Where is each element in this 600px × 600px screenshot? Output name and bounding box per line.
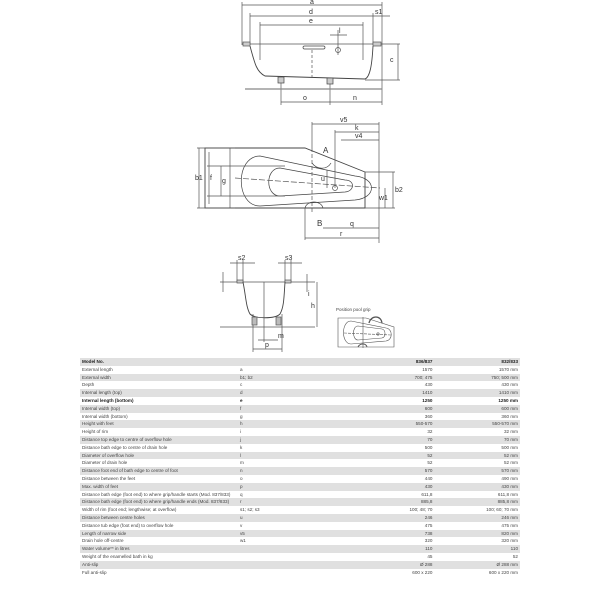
row-value-832-833: 52 mm (503, 460, 518, 466)
dim-label-d: d (309, 9, 313, 16)
table-row (80, 506, 520, 514)
top-view-diagram (195, 108, 410, 248)
table-row (80, 397, 520, 405)
row-value-832-833: 320 mm (501, 538, 518, 544)
row-value-836-837: 550-570 (361, 420, 435, 428)
dim-label-w1: w1 (379, 195, 388, 202)
dim-label-u: u (321, 176, 325, 183)
table-header-row (80, 358, 520, 366)
table-row (80, 537, 520, 545)
dim-label-o: o (303, 95, 307, 102)
row-label: Width of rim (foot end; lengthwise; at overflow) (82, 507, 177, 513)
row-value-832-833: 52 (512, 553, 518, 559)
dim-label-r: r (340, 231, 343, 238)
dim-label-n: n (353, 95, 357, 102)
table-row (80, 522, 520, 530)
row-value-836-837: 600 (361, 405, 435, 413)
table-row (80, 498, 520, 506)
row-value-832-833: 360 mm (501, 413, 518, 419)
row-value-832-833: 500 mm (501, 444, 518, 450)
pool-grip-caption: Position pool grip (336, 307, 371, 312)
row-label: Anti-slip (80, 561, 238, 569)
row-value-832-833: 600 mm (434, 405, 520, 413)
row-value-836-837: 360 (424, 413, 433, 419)
row-symbol (238, 561, 361, 569)
row-symbol: r (238, 498, 361, 506)
row-symbol: a (239, 366, 243, 372)
row-symbol: k (239, 444, 243, 450)
row-value-832-833: 820 mm (434, 530, 520, 538)
row-value-832-833: 1570 mm (498, 366, 518, 372)
table-row (80, 561, 520, 569)
callout-label-b: B (317, 219, 323, 228)
row-value-836-837: 1570 (422, 366, 433, 372)
row-symbol: n (238, 467, 361, 475)
row-value-832-833: 70 mm (434, 436, 520, 444)
table-row (80, 553, 520, 561)
row-label: Diameter of drain hole (82, 460, 128, 466)
table-row (80, 444, 520, 452)
row-value-836-837: 100; 48; 70 (409, 507, 433, 513)
dim-label-b2: b2 (395, 187, 403, 194)
table-row (80, 452, 520, 460)
dim-label-a: a (310, 0, 314, 6)
callout-label-a: A (323, 146, 329, 155)
row-symbol: s1; s2; s3 (239, 507, 260, 513)
row-label: Distance foot end of bath edge to centre of foot (80, 467, 238, 475)
row-symbol: e (239, 397, 243, 403)
row-symbol: u (238, 514, 361, 522)
row-value-832-833: 52 mm (434, 452, 520, 460)
header-model-836-837: 836/837 (361, 358, 435, 366)
row-value-832-833: 550-570 mm (434, 420, 520, 428)
dim-label-s1: s1 (375, 9, 383, 16)
row-value-836-837: 430 (361, 483, 435, 491)
dim-label-b1: b1 (195, 175, 203, 182)
row-label: Distance bath edge (foot end) to where grip/handle starts (Mod. 837/833) (82, 491, 231, 497)
row-value-832-833: 430 mm (434, 483, 520, 491)
table-row (80, 374, 520, 382)
dim-label-s3: s3 (285, 255, 293, 262)
table-row (80, 483, 520, 491)
row-label: External length (82, 366, 113, 372)
table-row (80, 405, 520, 413)
header-model-832-833: 832/833 (434, 358, 520, 366)
row-label: Diameter of overflow hole (80, 452, 238, 460)
dim-label-m: m (278, 333, 284, 340)
table-row (80, 428, 520, 436)
row-value-832-833: 1410 mm (434, 389, 520, 397)
row-symbol: d (238, 389, 361, 397)
row-value-836-837: 52 (361, 452, 435, 460)
dim-label-s2: s2 (238, 255, 246, 262)
row-symbol: l (238, 452, 361, 460)
row-value-832-833: 570 mm (434, 467, 520, 475)
side-view-diagram (225, 0, 405, 110)
pool-grip-thumbnail (336, 315, 396, 350)
table-row (80, 545, 520, 553)
row-label: Height with feet (80, 420, 238, 428)
row-label: Internal length (top) (80, 389, 238, 397)
row-symbol: g (239, 413, 243, 419)
dim-label-l: l (339, 28, 341, 35)
row-symbol: p (238, 483, 361, 491)
row-value-832-833: 750; 500 mm (434, 374, 520, 382)
table-row (80, 459, 520, 467)
row-symbol: w1 (239, 538, 246, 544)
table-row (80, 381, 520, 389)
row-value-836-837: 52 (427, 460, 433, 466)
dim-label-q: q (350, 221, 354, 228)
header-model-no: Model No. (80, 358, 238, 366)
table-row (80, 389, 520, 397)
dim-label-f: f (210, 175, 212, 182)
row-label: Internal width (top) (80, 405, 238, 413)
row-value-836-837: Ø 288 (361, 561, 435, 569)
table-row (80, 569, 520, 577)
row-label: Distance bath edge to centre of drain hole (82, 444, 168, 450)
dim-label-k: k (355, 125, 359, 132)
dim-label-v4: v4 (355, 133, 363, 140)
row-label: Full anti-slip (82, 569, 107, 575)
header-symbol (238, 358, 361, 366)
row-value-836-837: 500 (424, 444, 433, 450)
row-label: Internal length (bottom) (82, 397, 134, 403)
table-row (80, 420, 520, 428)
row-label: Weight of the enamelled bath in kg (82, 553, 153, 559)
row-value-836-837: 738 (361, 530, 435, 538)
row-label: External width (80, 374, 238, 382)
row-symbol: v (239, 522, 243, 528)
table-row (80, 366, 520, 374)
row-symbol: v5 (238, 530, 361, 538)
row-symbol (238, 545, 361, 553)
dim-label-g: g (222, 178, 226, 185)
table-row (80, 491, 520, 499)
table-row (80, 475, 520, 483)
dim-label-e: e (309, 18, 313, 25)
row-value-836-837: 885,8 (361, 498, 435, 506)
row-label: Depth (82, 382, 95, 388)
table-row (80, 530, 520, 538)
row-label: Distance tub edge (foot end) to overflow hole (82, 522, 174, 528)
row-value-836-837: 1250 (422, 397, 433, 403)
table-row (80, 413, 520, 421)
row-value-832-833: 885,8 mm (434, 498, 520, 506)
row-label: Max. width of feet (80, 483, 238, 491)
row-symbol: j (238, 436, 361, 444)
row-symbol: h (238, 420, 361, 428)
dim-label-c: c (390, 57, 394, 64)
row-value-836-837: 600 x 220 (412, 569, 433, 575)
row-label: Internal width (bottom) (82, 413, 128, 419)
dim-label-p: p (265, 342, 269, 349)
dim-label-h: h (311, 303, 315, 310)
specifications-table (80, 358, 520, 576)
row-value-832-833: 430 mm (501, 382, 518, 388)
row-symbol: c (239, 382, 243, 388)
row-value-836-837: 700; 475 (361, 374, 435, 382)
table-row (80, 514, 520, 522)
row-symbol (238, 553, 361, 561)
dim-label-i: i (308, 291, 310, 298)
row-symbol: i (239, 429, 241, 435)
row-value-836-837: 1410 (361, 389, 435, 397)
row-value-832-833: 100; 60; 70 mm (486, 507, 518, 513)
row-value-836-837: 32 (427, 429, 433, 435)
row-value-836-837: 246 (361, 514, 435, 522)
row-value-836-837: 320 (424, 538, 433, 544)
row-label: Drain hole off-centre (82, 538, 124, 544)
row-symbol: m (239, 460, 244, 466)
row-label: Distance between the feet (82, 475, 136, 481)
row-symbol (238, 569, 361, 577)
row-value-832-833: 1250 mm (498, 397, 518, 403)
row-value-832-833: 490 mm (501, 475, 518, 481)
row-value-836-837: 440 (424, 475, 433, 481)
row-value-836-837: 570 (361, 467, 435, 475)
row-symbol: q (239, 491, 243, 497)
row-value-836-837: 430 (424, 382, 433, 388)
table-row (80, 467, 520, 475)
table-row (80, 436, 520, 444)
row-label: Distance bath edge (foot end) to where grip/handle ends (Mod. 837/833) (80, 498, 238, 506)
row-label: Distance top edge to centre of overflow hole (80, 436, 238, 444)
cross-section-diagram (210, 252, 325, 357)
row-value-836-837: 475 (424, 522, 433, 528)
row-value-836-837: 45 (427, 553, 433, 559)
row-value-836-837: 110 (361, 545, 435, 553)
row-value-832-833: 246 mm (434, 514, 520, 522)
dim-label-v5: v5 (340, 117, 348, 124)
row-value-832-833: 475 mm (501, 522, 518, 528)
row-label: Distance between centre holes (80, 514, 238, 522)
row-value-832-833: 600 x 220 mm (488, 569, 518, 575)
row-value-832-833: Ø 288 mm (434, 561, 520, 569)
row-label: Height of rim (82, 429, 109, 435)
row-label: Water volume** in litres (80, 545, 238, 553)
row-value-836-837: 611,8 (421, 491, 433, 497)
row-value-836-837: 70 (361, 436, 435, 444)
row-value-832-833: 611,8 mm (497, 491, 518, 497)
row-value-832-833: 32 mm (503, 429, 518, 435)
row-symbol: o (239, 475, 243, 481)
row-label: Length of narrow side (80, 530, 238, 538)
row-value-832-833: 110 (434, 545, 520, 553)
row-symbol: f (238, 405, 361, 413)
row-symbol: b1; b2 (238, 374, 361, 382)
